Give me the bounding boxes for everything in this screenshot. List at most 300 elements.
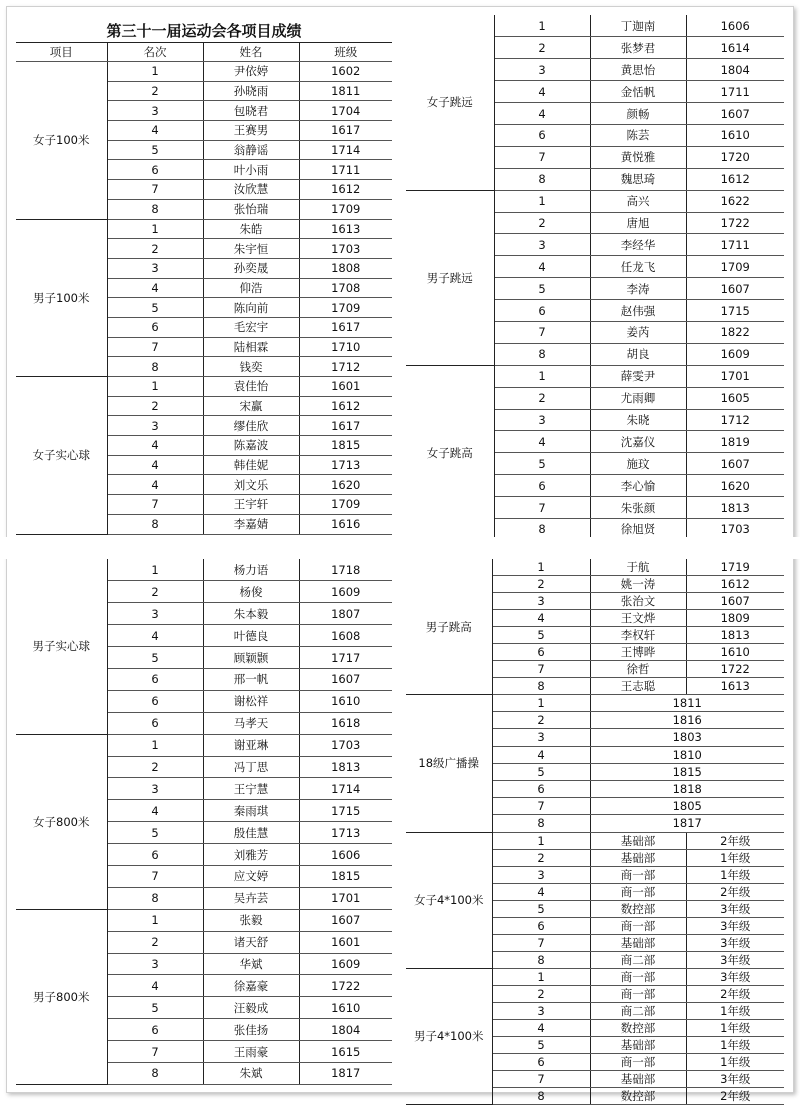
rank-cell: 8: [494, 343, 590, 365]
table-row: [406, 968, 784, 985]
rank-cell: 7: [492, 661, 590, 678]
name-cell: 基础部: [590, 934, 686, 951]
results-table-bottom-right: [406, 559, 784, 1105]
class-cell: 1711: [299, 160, 392, 180]
rank-cell: 1: [494, 365, 590, 387]
name-cell: 黄思怡: [590, 59, 686, 81]
rank-cell: 5: [492, 627, 590, 644]
name-cell: 诸天舒: [203, 931, 299, 953]
rank-cell: 5: [107, 298, 203, 318]
rank-cell: 4: [492, 610, 590, 627]
class-cell: 1804: [686, 59, 784, 81]
table-row: [16, 734, 392, 756]
name-cell: 王雨豪: [203, 1041, 299, 1063]
class-cell: 1610: [686, 644, 784, 661]
rank-cell: 5: [492, 763, 590, 780]
name-cell: 马孝天: [203, 712, 299, 734]
rank-cell: 6: [492, 644, 590, 661]
rank-cell: 5: [494, 453, 590, 475]
class-cell: 1612: [299, 396, 392, 416]
name-cell: 基础部: [590, 849, 686, 866]
name-cell: 翁静谣: [203, 140, 299, 160]
class-cell: 1612: [686, 168, 784, 190]
class-cell: 1609: [299, 581, 392, 603]
name-cell: 秦雨琪: [203, 800, 299, 822]
rank-cell: 1: [492, 968, 590, 985]
class-cell: 1601: [299, 377, 392, 397]
class-cell: 1620: [299, 475, 392, 495]
rank-cell: 8: [107, 199, 203, 219]
class-cell: 1年级: [686, 1036, 784, 1053]
class-cell: 1715: [299, 800, 392, 822]
rank-cell: 1: [107, 219, 203, 239]
name-cell: 王赛男: [203, 121, 299, 141]
name-cell: 张佳扬: [203, 1019, 299, 1041]
rank-cell: 3: [492, 593, 590, 610]
name-cell: 魏思琦: [590, 168, 686, 190]
class-cell: 1607: [299, 909, 392, 931]
name-cell: 黄悦雅: [590, 146, 686, 168]
class-cell: 1722: [299, 975, 392, 997]
name-cell: 胡良: [590, 343, 686, 365]
class-cell: 1805: [590, 798, 784, 815]
name-cell: 任龙飞: [590, 256, 686, 278]
name-cell: 徐旭贤: [590, 518, 686, 540]
name-cell: 朱宇恒: [203, 239, 299, 259]
name-cell: 汝欣慧: [203, 180, 299, 200]
class-cell: 1813: [686, 497, 784, 519]
name-cell: 丁迦南: [590, 15, 686, 37]
rank-cell: 3: [107, 101, 203, 121]
name-cell: 张怡瑞: [203, 199, 299, 219]
class-cell: 1713: [299, 822, 392, 844]
name-cell: 商一部: [590, 917, 686, 934]
name-cell: 赵伟强: [590, 300, 686, 322]
name-cell: 商一部: [590, 1053, 686, 1070]
name-cell: 应文婷: [203, 865, 299, 887]
name-cell: 薛雯尹: [590, 365, 686, 387]
name-cell: 朱张颜: [590, 497, 686, 519]
rank-cell: 1: [107, 62, 203, 82]
rank-cell: 1: [492, 832, 590, 849]
rank-cell: 2: [492, 576, 590, 593]
class-cell: 3年级: [686, 1070, 784, 1087]
name-cell: 王宁慧: [203, 778, 299, 800]
class-cell: 1818: [590, 780, 784, 797]
class-cell: 1616: [299, 514, 392, 534]
rank-cell: 6: [494, 124, 590, 146]
rank-cell: 7: [492, 934, 590, 951]
class-cell: 1714: [299, 778, 392, 800]
rank-cell: 1: [107, 734, 203, 756]
class-cell: 1813: [299, 756, 392, 778]
rank-cell: 2: [107, 396, 203, 416]
rank-cell: 7: [494, 146, 590, 168]
name-cell: 仰浩: [203, 278, 299, 298]
class-cell: 1614: [686, 37, 784, 59]
name-cell: 杨俊: [203, 581, 299, 603]
rank-cell: 8: [492, 678, 590, 695]
rank-cell: 6: [107, 712, 203, 734]
class-cell: 3年级: [686, 900, 784, 917]
table-row: [406, 190, 784, 212]
class-cell: 1713: [299, 455, 392, 475]
name-cell: 沈嘉仪: [590, 431, 686, 453]
rank-cell: 8: [492, 1087, 590, 1104]
name-cell: 宋赢: [203, 396, 299, 416]
rank-cell: 6: [107, 317, 203, 337]
rank-cell: 4: [107, 278, 203, 298]
class-cell: 1719: [686, 559, 784, 576]
event-cell: 女子跳高: [406, 365, 494, 540]
rank-cell: 3: [107, 778, 203, 800]
class-cell: 1617: [299, 317, 392, 337]
name-cell: 商一部: [590, 985, 686, 1002]
name-cell: 基础部: [590, 832, 686, 849]
rank-cell: 8: [492, 951, 590, 968]
rank-cell: 8: [107, 514, 203, 534]
name-cell: 尤雨卿: [590, 387, 686, 409]
rank-cell: 8: [494, 518, 590, 540]
class-cell: 1608: [299, 625, 392, 647]
name-cell: 张梦君: [590, 37, 686, 59]
name-cell: 陈向前: [203, 298, 299, 318]
table-row: [406, 559, 784, 576]
name-cell: 刘雅芳: [203, 844, 299, 866]
rank-cell: 8: [107, 887, 203, 909]
name-cell: 唐旭: [590, 212, 686, 234]
class-cell: 1602: [299, 62, 392, 82]
header-event: 项目: [16, 43, 107, 62]
rank-cell: 1: [107, 559, 203, 581]
rank-cell: 5: [107, 997, 203, 1019]
header-rank: 名次: [107, 43, 203, 62]
name-cell: 徐哲: [590, 661, 686, 678]
rank-cell: 3: [494, 409, 590, 431]
class-cell: 1709: [299, 495, 392, 515]
results-table-bottom-left: [16, 559, 392, 1085]
rank-cell: 2: [107, 81, 203, 101]
class-cell: 1711: [686, 81, 784, 103]
name-cell: 李经华: [590, 234, 686, 256]
class-cell: 1712: [686, 409, 784, 431]
rank-cell: 8: [107, 357, 203, 377]
class-cell: 1609: [299, 953, 392, 975]
name-cell: 于航: [590, 559, 686, 576]
rank-cell: 7: [107, 337, 203, 357]
name-cell: 朱斌: [203, 1062, 299, 1084]
rank-cell: 5: [107, 140, 203, 160]
name-cell: 朱本毅: [203, 603, 299, 625]
class-cell: 1609: [686, 343, 784, 365]
class-cell: 1601: [299, 931, 392, 953]
rank-cell: 6: [492, 780, 590, 797]
rank-cell: 4: [492, 746, 590, 763]
class-cell: 1606: [686, 15, 784, 37]
name-cell: 缪佳欣: [203, 416, 299, 436]
rank-cell: 6: [492, 1053, 590, 1070]
class-cell: 1717: [299, 647, 392, 669]
name-cell: 高兴: [590, 190, 686, 212]
name-cell: 刘文乐: [203, 475, 299, 495]
name-cell: 谢松祥: [203, 690, 299, 712]
rank-cell: 1: [107, 377, 203, 397]
class-cell: 1617: [299, 416, 392, 436]
class-cell: 1815: [590, 763, 784, 780]
name-cell: 商一部: [590, 968, 686, 985]
rank-cell: 2: [107, 581, 203, 603]
rank-cell: 7: [494, 321, 590, 343]
name-cell: 商一部: [590, 883, 686, 900]
name-cell: 李涛: [590, 278, 686, 300]
name-cell: 商一部: [590, 866, 686, 883]
rank-cell: 7: [107, 495, 203, 515]
event-cell: 女子100米: [16, 62, 107, 220]
table-row: [16, 559, 392, 581]
name-cell: 姜芮: [590, 321, 686, 343]
name-cell: 李心愉: [590, 475, 686, 497]
table-row: [406, 15, 784, 37]
name-cell: 王宇轩: [203, 495, 299, 515]
class-cell: 1612: [299, 180, 392, 200]
name-cell: 张毅: [203, 909, 299, 931]
class-cell: 1720: [686, 146, 784, 168]
class-cell: 1811: [299, 81, 392, 101]
class-cell: 1810: [590, 746, 784, 763]
rank-cell: 4: [492, 883, 590, 900]
name-cell: 王文烨: [590, 610, 686, 627]
class-cell: 1809: [686, 610, 784, 627]
name-cell: 杨力语: [203, 559, 299, 581]
class-cell: 1607: [686, 278, 784, 300]
class-cell: 1620: [686, 475, 784, 497]
name-cell: 颜畅: [590, 103, 686, 125]
name-cell: 王志聪: [590, 678, 686, 695]
class-cell: 1722: [686, 212, 784, 234]
class-cell: 1708: [299, 278, 392, 298]
class-cell: 1610: [299, 997, 392, 1019]
name-cell: 毛宏宇: [203, 317, 299, 337]
event-cell: 男子跳远: [406, 190, 494, 365]
rank-cell: 2: [107, 931, 203, 953]
rank-cell: 4: [494, 256, 590, 278]
panel-top-left: [16, 42, 392, 538]
class-cell: 1817: [299, 1062, 392, 1084]
event-cell: 18级广播操: [406, 695, 492, 833]
name-cell: 韩佳妮: [203, 455, 299, 475]
class-cell: 1813: [686, 627, 784, 644]
class-cell: 1815: [299, 436, 392, 456]
rank-cell: 2: [492, 712, 590, 729]
rank-cell: 7: [492, 1070, 590, 1087]
class-cell: 1709: [686, 256, 784, 278]
name-cell: 施玟: [590, 453, 686, 475]
name-cell: 张治文: [590, 593, 686, 610]
rank-cell: 4: [492, 1019, 590, 1036]
name-cell: 基础部: [590, 1070, 686, 1087]
class-cell: 1709: [299, 298, 392, 318]
results-table-top-right: [406, 15, 784, 541]
class-cell: 1710: [299, 337, 392, 357]
class-cell: 1610: [686, 124, 784, 146]
panel-top-right: [406, 15, 784, 539]
name-cell: 数控部: [590, 1087, 686, 1104]
class-cell: 1618: [299, 712, 392, 734]
name-cell: 叶小雨: [203, 160, 299, 180]
rank-cell: 3: [494, 59, 590, 81]
table-row: [16, 377, 392, 397]
class-cell: 1701: [299, 887, 392, 909]
name-cell: 包晓君: [203, 101, 299, 121]
rank-cell: 8: [107, 1062, 203, 1084]
class-cell: 1701: [686, 365, 784, 387]
name-cell: 徐嘉豪: [203, 975, 299, 997]
class-cell: 1715: [686, 300, 784, 322]
name-cell: 基础部: [590, 1036, 686, 1053]
rank-cell: 3: [107, 953, 203, 975]
class-cell: 3年级: [686, 934, 784, 951]
rank-cell: 3: [492, 866, 590, 883]
rank-cell: 1: [494, 190, 590, 212]
class-cell: 1年级: [686, 1002, 784, 1019]
rank-cell: 4: [494, 431, 590, 453]
name-cell: 李嘉婧: [203, 514, 299, 534]
rank-cell: 4: [494, 103, 590, 125]
class-cell: 1822: [686, 321, 784, 343]
name-cell: 金恬帆: [590, 81, 686, 103]
class-cell: 1613: [686, 678, 784, 695]
rank-cell: 6: [107, 690, 203, 712]
rank-cell: 7: [494, 497, 590, 519]
name-cell: 吴卉芸: [203, 887, 299, 909]
name-cell: 数控部: [590, 1019, 686, 1036]
class-cell: 3年级: [686, 951, 784, 968]
rank-cell: 2: [494, 212, 590, 234]
rank-cell: 1: [107, 909, 203, 931]
section-gap: [0, 537, 800, 559]
class-cell: 1703: [686, 518, 784, 540]
name-cell: 朱皓: [203, 219, 299, 239]
name-cell: 尹依婷: [203, 62, 299, 82]
rank-cell: 6: [494, 475, 590, 497]
rank-cell: 4: [107, 436, 203, 456]
name-cell: 袁佳怡: [203, 377, 299, 397]
rank-cell: 6: [107, 160, 203, 180]
rank-cell: 2: [107, 756, 203, 778]
class-cell: 1804: [299, 1019, 392, 1041]
rank-cell: 8: [494, 168, 590, 190]
class-cell: 1808: [299, 258, 392, 278]
rank-cell: 5: [107, 647, 203, 669]
class-cell: 1612: [686, 576, 784, 593]
rank-cell: 3: [492, 1002, 590, 1019]
header-class: 班级: [299, 43, 392, 62]
rank-cell: 5: [107, 822, 203, 844]
class-cell: 1615: [299, 1041, 392, 1063]
name-cell: 朱晓: [590, 409, 686, 431]
panel-bottom-right: [406, 559, 784, 1103]
class-cell: 2年级: [686, 883, 784, 900]
rank-cell: 6: [494, 300, 590, 322]
class-cell: 1年级: [686, 1053, 784, 1070]
rank-cell: 7: [492, 798, 590, 815]
event-cell: 女子4*100米: [406, 832, 492, 968]
name-cell: 孙奕晟: [203, 258, 299, 278]
class-cell: 2年级: [686, 985, 784, 1002]
class-cell: 1819: [686, 431, 784, 453]
table-row: [406, 695, 784, 712]
name-cell: 邢一帆: [203, 668, 299, 690]
rank-cell: 3: [494, 234, 590, 256]
rank-cell: 8: [492, 815, 590, 832]
class-cell: 1714: [299, 140, 392, 160]
rank-cell: 2: [492, 849, 590, 866]
class-cell: 1712: [299, 357, 392, 377]
name-cell: 数控部: [590, 900, 686, 917]
rank-cell: 7: [107, 1041, 203, 1063]
class-cell: 1617: [299, 121, 392, 141]
rank-cell: 4: [107, 625, 203, 647]
class-cell: 3年级: [686, 968, 784, 985]
rank-cell: 3: [107, 258, 203, 278]
rank-cell: 1: [492, 695, 590, 712]
class-cell: 1722: [686, 661, 784, 678]
class-cell: 1718: [299, 559, 392, 581]
class-cell: 1613: [299, 219, 392, 239]
rank-cell: 4: [107, 121, 203, 141]
class-cell: 1605: [686, 387, 784, 409]
panel-bottom-left: [16, 559, 392, 1083]
rank-cell: 7: [107, 180, 203, 200]
rank-cell: 2: [494, 387, 590, 409]
name-cell: 汪毅成: [203, 997, 299, 1019]
rank-cell: 5: [492, 900, 590, 917]
class-cell: 1607: [686, 593, 784, 610]
class-cell: 3年级: [686, 917, 784, 934]
rank-cell: 1: [494, 15, 590, 37]
rank-cell: 3: [492, 729, 590, 746]
name-cell: 叶德良: [203, 625, 299, 647]
class-cell: 1年级: [686, 1019, 784, 1036]
rank-cell: 6: [107, 1019, 203, 1041]
name-cell: 殷佳慧: [203, 822, 299, 844]
rank-cell: 7: [107, 865, 203, 887]
rank-cell: 2: [107, 239, 203, 259]
class-cell: 2年级: [686, 1087, 784, 1104]
class-cell: 1816: [590, 712, 784, 729]
class-cell: 1年级: [686, 849, 784, 866]
class-cell: 1803: [590, 729, 784, 746]
name-cell: 王博晔: [590, 644, 686, 661]
name-cell: 商二部: [590, 1002, 686, 1019]
class-cell: 1711: [686, 234, 784, 256]
page-title: 第三十一届运动会各项目成绩: [106, 22, 302, 40]
rank-cell: 4: [494, 81, 590, 103]
rank-cell: 3: [107, 416, 203, 436]
event-cell: 男子实心球: [16, 559, 107, 734]
rank-cell: 4: [107, 475, 203, 495]
table-row: [16, 909, 392, 931]
rank-cell: 2: [494, 37, 590, 59]
rank-cell: 2: [492, 985, 590, 1002]
class-cell: 1606: [299, 844, 392, 866]
event-cell: 女子实心球: [16, 377, 107, 535]
results-table-top-left: [16, 42, 392, 535]
name-cell: 孙晓雨: [203, 81, 299, 101]
name-cell: 华斌: [203, 953, 299, 975]
rank-cell: 4: [107, 455, 203, 475]
rank-cell: 6: [107, 668, 203, 690]
